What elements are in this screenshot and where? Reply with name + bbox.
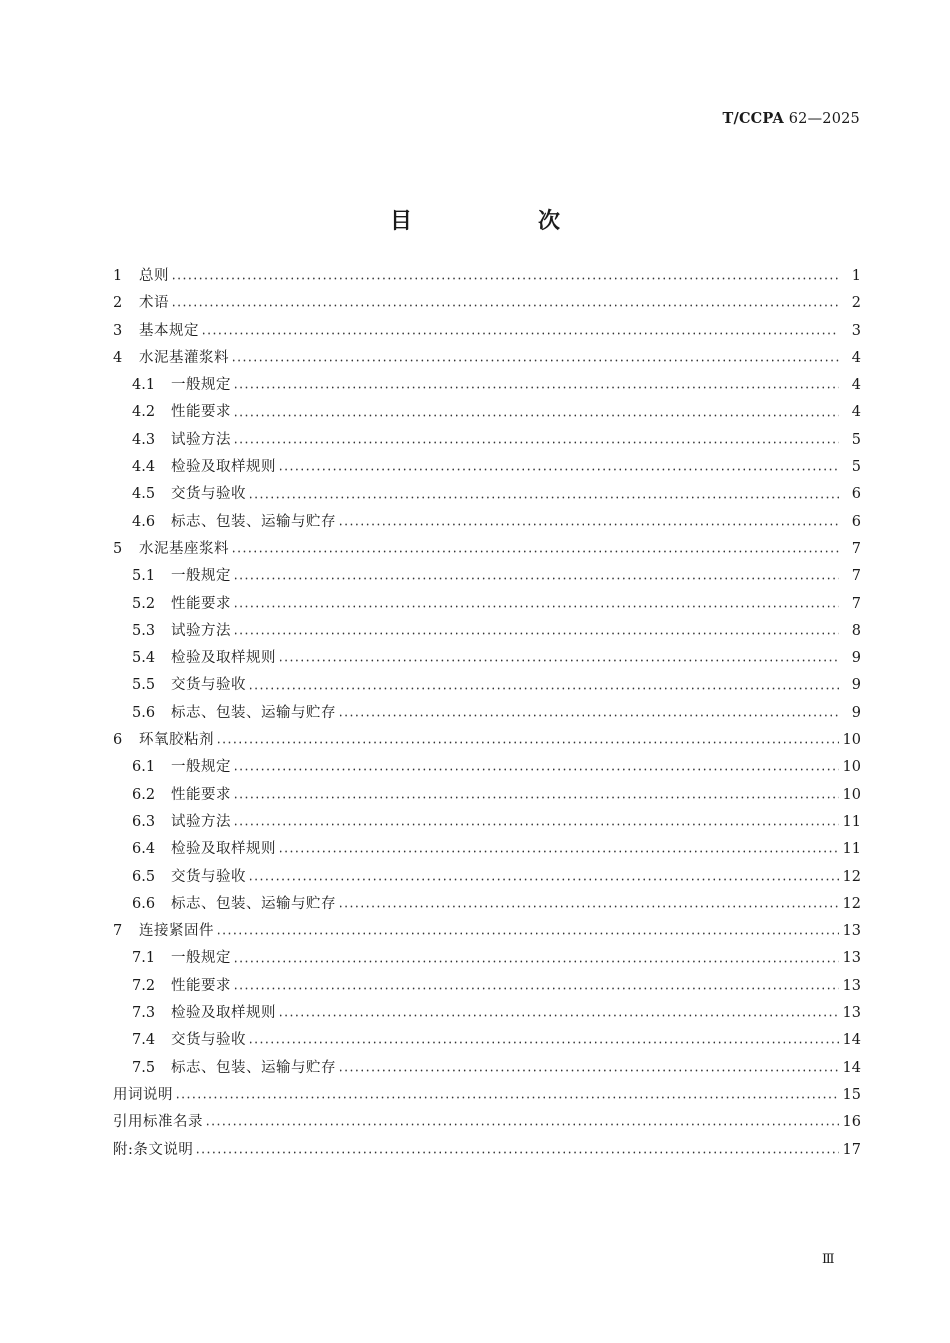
- toc-dot-leader: [233, 577, 839, 580]
- toc-entry-number: 4.5: [132, 486, 156, 503]
- toc-dot-leader: [338, 523, 839, 526]
- toc-dot-leader: [233, 796, 839, 799]
- toc-dot-leader: [278, 850, 839, 853]
- toc-dot-leader: [338, 714, 839, 717]
- toc-entry-label: 一般规定: [171, 759, 231, 776]
- toc-entry-label: 试验方法: [171, 622, 231, 639]
- toc-entry-number: 6.6: [132, 895, 156, 912]
- toc-entry-number: 6.5: [132, 868, 156, 885]
- toc-entry-page: 5: [851, 459, 861, 476]
- toc-entry-label: 交货与验收: [171, 1032, 246, 1049]
- toc-entry-label: 环氧胶粘剂: [139, 732, 214, 749]
- toc-entry-number: 4.2: [132, 404, 156, 421]
- toc-entry[interactable]: [113, 372, 861, 399]
- toc-list: [113, 263, 861, 1164]
- toc-entry[interactable]: [113, 290, 861, 317]
- toc-entry-number: 4.4: [132, 459, 156, 476]
- toc-dot-leader: [248, 1041, 839, 1044]
- toc-entry-label: 性能要求: [171, 786, 231, 803]
- toc-entry[interactable]: [113, 399, 861, 426]
- toc-entry-number: 6: [113, 732, 123, 749]
- toc-entry[interactable]: [113, 727, 861, 754]
- toc-entry-number: 6.4: [132, 841, 156, 858]
- toc-entry-page: 8: [851, 622, 861, 639]
- toc-entry-page: 6: [851, 513, 861, 530]
- toc-entry[interactable]: [113, 782, 861, 809]
- toc-dot-leader: [233, 960, 839, 963]
- toc-entry-number: 7.1: [132, 950, 156, 967]
- toc-dot-leader: [205, 1123, 839, 1126]
- toc-entry-page: 7: [851, 540, 861, 557]
- toc-entry-page: 5: [851, 431, 861, 448]
- toc-dot-leader: [195, 1151, 838, 1154]
- toc-dot-leader: [216, 741, 839, 744]
- toc-entry-label: 检验及取样规则: [171, 650, 276, 667]
- toc-entry-page: 16: [842, 1114, 861, 1131]
- standard-code: [722, 110, 860, 127]
- toc-entry-page: 13: [842, 923, 861, 940]
- toc-dot-leader: [248, 687, 839, 690]
- toc-dot-leader: [233, 386, 839, 389]
- toc-entry-page: 2: [851, 295, 861, 312]
- toc-entry[interactable]: [113, 645, 861, 672]
- standard-code-number: 62—2025: [788, 111, 860, 127]
- toc-entry[interactable]: [113, 263, 861, 290]
- toc-dot-leader: [233, 768, 839, 771]
- toc-entry[interactable]: [113, 345, 861, 372]
- toc-entry-page: 4: [851, 377, 861, 394]
- toc-entry-page: 17: [842, 1141, 861, 1158]
- toc-entry-number: 7.5: [132, 1059, 156, 1076]
- toc-entry-label: 检验及取样规则: [171, 459, 276, 476]
- page-folio: Ⅲ: [822, 1252, 835, 1267]
- toc-entry[interactable]: [113, 1109, 861, 1136]
- toc-entry[interactable]: [113, 754, 861, 781]
- toc-entry[interactable]: [113, 1000, 861, 1027]
- toc-entry-number: 5.5: [132, 677, 156, 694]
- toc-entry-label: 性能要求: [171, 977, 231, 994]
- toc-entry-label: 总则: [139, 268, 169, 284]
- toc-entry-page: 4: [851, 404, 861, 421]
- toc-entry-page: 1: [851, 268, 861, 284]
- toc-entry-page: 14: [842, 1059, 861, 1076]
- toc-entry-number: 5.6: [132, 704, 156, 721]
- toc-entry-number: 6.1: [132, 759, 156, 776]
- toc-entry-number: 5.2: [132, 595, 156, 612]
- toc-entry-number: 6.3: [132, 813, 156, 830]
- standard-code-prefix: T/CCPA: [722, 110, 784, 127]
- toc-entry-number: 1: [113, 268, 123, 284]
- toc-entry-label: 标志、包装、运输与贮存: [171, 704, 336, 721]
- toc-entry-page: 12: [842, 895, 861, 912]
- toc-entry[interactable]: [113, 672, 861, 699]
- toc-entry-number: 7: [113, 923, 123, 940]
- toc-entry-number: 5.4: [132, 650, 156, 667]
- toc-entry-number: 4.3: [132, 431, 156, 448]
- toc-entry[interactable]: [113, 1055, 861, 1082]
- toc-entry-label: 一般规定: [171, 568, 231, 585]
- toc-entry[interactable]: [113, 891, 861, 918]
- toc-entry-label: 一般规定: [171, 950, 231, 967]
- toc-entry-label: 交货与验收: [171, 868, 246, 885]
- toc-entry[interactable]: [113, 481, 861, 508]
- toc-entry-page: 13: [842, 1005, 861, 1022]
- toc-entry-page: 13: [842, 977, 861, 994]
- toc-entry-label: 连接紧固件: [139, 923, 214, 940]
- toc-dot-leader: [278, 468, 839, 471]
- toc-dot-leader: [216, 932, 839, 935]
- toc-entry-label: 一般规定: [171, 377, 231, 394]
- toc-dot-leader: [248, 878, 839, 881]
- toc-entry-label: 标志、包装、运输与贮存: [171, 513, 336, 530]
- toc-entry[interactable]: [113, 536, 861, 563]
- toc-dot-leader: [171, 304, 839, 307]
- toc-entry-label: 水泥基灌浆料: [139, 349, 229, 366]
- toc-entry[interactable]: [113, 918, 861, 945]
- toc-entry-label: 附:条文说明: [113, 1141, 194, 1158]
- toc-entry-page: 6: [851, 486, 861, 503]
- toc-entry-label: 标志、包装、运输与贮存: [171, 895, 336, 912]
- toc-entry[interactable]: [113, 1137, 861, 1164]
- toc-entry-page: 10: [842, 732, 861, 749]
- toc-dot-leader: [233, 605, 839, 608]
- toc-entry[interactable]: [113, 454, 861, 481]
- toc-dot-leader: [231, 359, 839, 362]
- toc-entry-page: 7: [851, 595, 861, 612]
- toc-dot-leader: [338, 1069, 839, 1072]
- toc-entry-label: 性能要求: [171, 404, 231, 421]
- toc-entry-number: 5: [113, 540, 123, 557]
- toc-entry-label: 用词说明: [113, 1086, 173, 1103]
- toc-entry-number: 5.1: [132, 568, 156, 585]
- toc-entry-label: 引用标准名录: [113, 1114, 203, 1131]
- toc-entry[interactable]: [113, 1082, 861, 1109]
- toc-entry-page: 13: [842, 950, 861, 967]
- toc-entry-page: 10: [842, 786, 861, 803]
- toc-entry-page: 9: [851, 650, 861, 667]
- toc-entry[interactable]: [113, 945, 861, 972]
- toc-entry-number: 4: [113, 349, 123, 366]
- toc-dot-leader: [231, 550, 839, 553]
- toc-entry[interactable]: [113, 509, 861, 536]
- toc-entry-number: 7.3: [132, 1005, 156, 1022]
- toc-entry[interactable]: [113, 591, 861, 618]
- toc-dot-leader: [278, 659, 839, 662]
- toc-dot-leader: [233, 632, 839, 635]
- toc-entry-page: 11: [842, 813, 861, 830]
- toc-dot-leader: [175, 1096, 839, 1099]
- toc-entry[interactable]: [113, 427, 861, 454]
- toc-entry-number: 7.2: [132, 977, 156, 994]
- toc-dot-leader: [233, 987, 839, 990]
- toc-entry-page: 11: [842, 841, 861, 858]
- toc-entry-number: 7.4: [132, 1032, 156, 1049]
- toc-entry-number: 3: [113, 322, 123, 339]
- toc-entry-label: 术语: [139, 295, 169, 312]
- toc-entry-label: 试验方法: [171, 813, 231, 830]
- toc-dot-leader: [233, 823, 839, 826]
- toc-entry[interactable]: [113, 973, 861, 1000]
- toc-entry-page: 9: [851, 677, 861, 694]
- toc-entry-label: 水泥基座浆料: [139, 540, 229, 557]
- toc-dot-leader: [338, 905, 839, 908]
- toc-entry-page: 9: [851, 704, 861, 721]
- toc-entry-label: 检验及取样规则: [171, 841, 276, 858]
- toc-entry[interactable]: [113, 563, 861, 590]
- toc-entry-label: 交货与验收: [171, 486, 246, 503]
- toc-entry-label: 基本规定: [139, 322, 199, 339]
- toc-dot-leader: [233, 414, 839, 417]
- toc-entry-page: 14: [842, 1032, 861, 1049]
- toc-entry-label: 标志、包装、运输与贮存: [171, 1059, 336, 1076]
- toc-dot-leader: [233, 441, 839, 444]
- toc-entry[interactable]: [113, 318, 861, 345]
- toc-entry-page: 10: [842, 759, 861, 776]
- toc-entry-number: 5.3: [132, 622, 156, 639]
- toc-dot-leader: [201, 332, 839, 335]
- toc-dot-leader: [278, 1014, 839, 1017]
- toc-entry-label: 试验方法: [171, 431, 231, 448]
- toc-entry-number: 6.2: [132, 786, 156, 803]
- toc-entry-number: 4.1: [132, 377, 156, 394]
- toc-entry-label: 交货与验收: [171, 677, 246, 694]
- toc-entry-number: 2: [113, 295, 123, 312]
- toc-dot-leader: [171, 277, 839, 280]
- toc-entry-label: 检验及取样规则: [171, 1005, 276, 1022]
- toc-entry[interactable]: [113, 1027, 861, 1054]
- toc-entry-number: 4.6: [132, 513, 156, 530]
- toc-entry[interactable]: [113, 809, 861, 836]
- toc-entry[interactable]: [113, 864, 861, 891]
- toc-entry[interactable]: [113, 618, 861, 645]
- toc-entry-page: 7: [851, 568, 861, 585]
- toc-title: 目 次: [389, 209, 612, 234]
- toc-entry-page: 15: [842, 1086, 861, 1103]
- toc-entry-page: 12: [842, 868, 861, 885]
- toc-entry-label: 性能要求: [171, 595, 231, 612]
- toc-entry[interactable]: [113, 700, 861, 727]
- toc-entry-page: 3: [851, 322, 861, 339]
- toc-entry-page: 4: [851, 349, 861, 366]
- toc-dot-leader: [248, 496, 839, 499]
- toc-entry[interactable]: [113, 836, 861, 863]
